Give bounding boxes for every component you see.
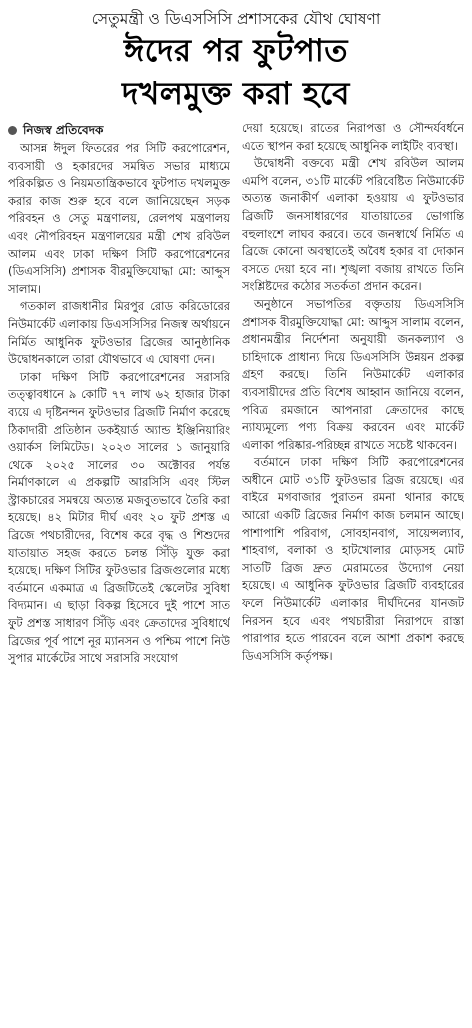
headline-line-2: দখলমুক্ত করা হবে bbox=[122, 76, 350, 112]
headline-line-1: ঈদের পর ফুটপাত bbox=[123, 33, 349, 69]
paragraph: বর্তমানে ঢাকা দক্ষিণ সিটি করপোরেশনের অধীনে মোট ৩১টি ফুটওভার ব্রিজ রয়েছে। এর বাইরে মগবাজার পুরাতন রমনা থানার কাছে আরো একটি ব্রিজের নির্মাণ কাজ চলমান আছে। পাশাপাশি পরিবাগ, সোবহানবাগ, সায়েন্সল্যাব, শাহবাগ, বলাকা ও হাটখোলার মোড়সহ মোট সাতটি ব্রিজ দ্রুত মেরামতের উদ্যোগ নেয়া হয়েছে। এ আধুনিক ফুটওভার ব্রিজটি ব্যবহারের ফলে নিউমার্কেট এলাকার দীর্ঘদিনের যানজট নিরসন হবে এবং পথচারীরা নিরাপদে রাস্তা পারাপার হতে পারবেন বলে আশা প্রকাশ করছে ডিএসসিসি কর্তৃপক্ষ। bbox=[242, 455, 464, 663]
paragraph: উদ্বোধনী বক্তব্যে মন্ত্রী শেখ রবিউল আলম এমপি বলেন, ৩১টি মার্কেট পরিবেষ্টিত নিউমার্কেট অত্যন্ত জনাকীর্ণ এলাকা হওয়ায় এ ফুটওভার ব্রিজটি জনসাধারণের যাতায়াতের ভোগান্তি বহুলাংশে লাঘব করবে। তবে জনস্বার্থে নির্মিত এ ব্রিজে কোনো অবস্থাতেই অবৈধ হকার বা দোকান বসতে দেয়া হবে না। শৃঙ্খলা বজায় রাখতে তিনি সংশ্লিষ্টদের কঠোর সতর্কতা প্রদান করেন। bbox=[242, 156, 464, 294]
article-kicker: সেতুমন্ত্রী ও ডিএসসিসি প্রশাসকের যৌথ ঘোষণা bbox=[91, 10, 381, 28]
bullet-icon bbox=[8, 126, 17, 135]
paragraph: দেয়া হয়েছে। রাতের নিরাপত্তা ও সৌন্দর্যবর্ধনে এতে স্থাপন করা হয়েছে আধুনিক লাইটিং ব্যবস্থা। bbox=[242, 121, 464, 153]
paragraph: গতকাল রাজধানীর মিরপুর রোড করিডোরের নিউমার্কেট এলাকায় ডিএসসিসির নিজস্ব অর্থায়নে নির্মিত আধুনিক ফুটওভার ব্রিজের আনুষ্ঠানিক উদ্বোধনকালে তারা যৌথভাবে এ ঘোষণা দেন। bbox=[8, 299, 230, 367]
byline bbox=[8, 121, 230, 139]
column-left bbox=[8, 120, 230, 668]
paragraph: ঢাকা দক্ষিণ সিটি করপোরেশনের সরাসরি তত্ত্বাবধানে ৯ কোটি ৭৭ লাখ ৬২ হাজার টাকা ব্যয়ে এ দৃষ্টিনন্দন ফুটওভার ব্রিজটি নির্মাণ করেছে ঠিকাদারী প্রতিষ্ঠান ডকইয়ার্ড অ্যান্ড ইঞ্জিনিয়ারিং ওয়ার্কস লিমিটেড। ২০২৩ সালের ১ জানুয়ারি থেকে ২০২৫ সালের ৩০ অক্টোবর পর্যন্ত নির্মাণকালে এ প্রকল্পটি আরসিসি এবং স্টিল স্ট্রাকচারের সমন্বয়ে অত্যন্ত মজবুতভাবে তৈরি করা হয়েছে। ৪২ মিটার দীর্ঘ এবং ২০ ফুট প্রশস্ত এ ব্রিজে পথচারীদের, বিশেষ করে বৃদ্ধ ও শিশুদের যাতায়াত সহজ করতে চলন্ত সিঁড়ি যুক্ত করা হয়েছে। দক্ষিণ সিটির ফুটওভার ব্রিজগুলোর মধ্যে বর্তমানে একমাত্র এ ব্রিজটিতেই স্কেলেটর সুবিধা বিদ্যমান। এ ছাড়া বিকল্প হিসেবে দুই পাশে সাত ফুট প্রশস্ত সাধারণ সিঁড়ি এবং ক্রেতাদের সুবিধার্থে ব্রিজের পূর্ব পাশে নূর ম্যানসন ও পশ্চিম পাশে নিউ সুপার মার্কেটের সাথে সরাসরি সংযোগ bbox=[8, 369, 230, 666]
paragraph: আসন্ন ঈদুল ফিতরের পর সিটি করপোরেশন, ব্যবসায়ী ও হকারদের সমন্বিত সভার মাধ্যমে পরিকল্পিত ও নিয়মতান্ত্রিকভাবে ফুটপাত দখলমুক্ত করার কাজ শুরু হবে বলে জানিয়েছেন সড়ক পরিবহন ও সেতু মন্ত্রণালয়, রেলপথ মন্ত্রণালয় এবং নৌপরিবহন মন্ত্রণালয়ের মন্ত্রী শেখ রবিউল আলম এবং ঢাকা দক্ষিণ সিটি করপোরেশনের (ডিএসসিসি) প্রশাসক বীরমুক্তিযোদ্ধা মো: আব্দুস সালাম। bbox=[8, 141, 230, 296]
article-body bbox=[8, 120, 464, 668]
column-right bbox=[242, 120, 464, 668]
paragraph: অনুষ্ঠানে সভাপতির বক্তৃতায় ডিএসসিসি প্রশাসক বীরমুক্তিযোদ্ধা মো: আব্দুস সালাম বলেন, প্রধানমন্ত্রীর নির্দেশনা অনুযায়ী জনকল্যাণ ও চাহিদাকে প্রাধান্য দিয়ে ডিএসসিসি উন্নয়ন প্রকল্প গ্রহণ করছে। তিনি নিউমার্কেট এলাকার ব্যবসায়ীদের প্রতি বিশেষ আহ্বান জানিয়ে বলেন, পবিত্র রমজানে আপনারা ক্রেতাদের কাছে ন্যায্যমূল্যে পণ্য বিক্রয় করবেন এবং মার্কেট এলাকা পরিষ্কার-পরিচ্ছন্ন রাখতে সচেষ্ট থাকবেন। bbox=[242, 296, 464, 452]
byline-text: নিজস্ব প্রতিবেদক bbox=[23, 123, 104, 137]
